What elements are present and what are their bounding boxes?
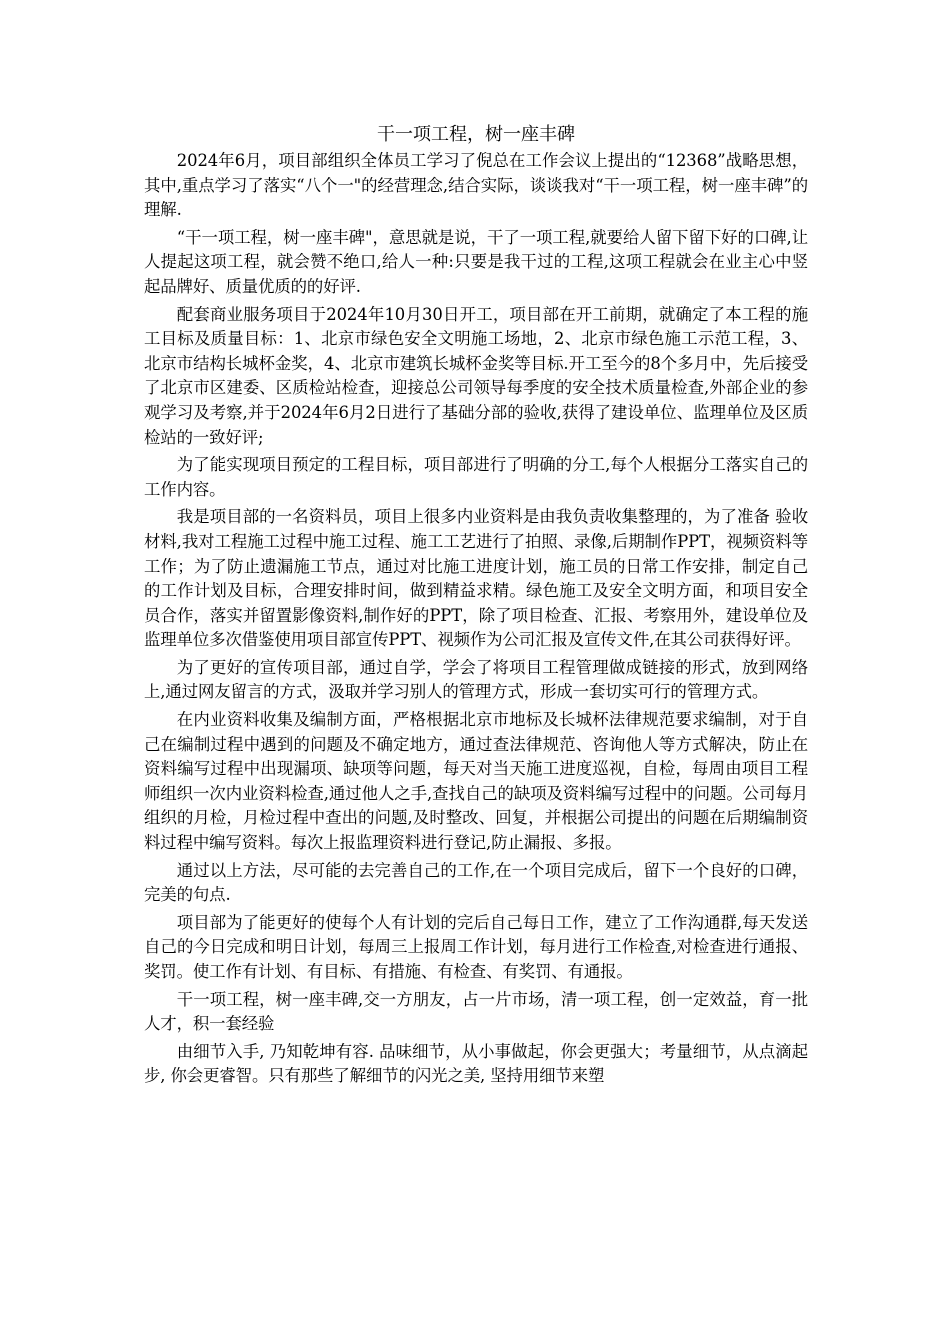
paragraph-document-controller: 我是项目部的一名资料员，项目上很多内业资料是由我负责收集整理的，为了准备 验收材料,我对工程施工过程中施工过程、施工工艺进行了拍照、录像,后期制作PPT，视频资料等工作；为了防止遗漏施工节点，通过对比施工进度计划，施工员的日常工作安排，制定自己的工作计划及目标，合理安排时间，做到精益求精。绿色施工及安全文明方面，和项目安全员合作，落实并留置影像资料,制作好的PPT，除了项目检查、汇报、考察用外，建设单位及监理单位多次借鉴使用项目部宣传PPT、视频作为公司汇报及宣传文件,在其公司获得好评。	[144, 507, 808, 650]
paragraph-work-plan: 项目部为了能更好的使每个人有计划的完后自己每日工作，建立了工作沟通群,每天发送自己的今日完成和明日计划，每周三上报周工作计划，每月进行工作检查,对检查进行通报、奖罚。使工作有计划、有目标、有措施、有检查、有奖罚、有通报。	[144, 912, 808, 981]
paragraph-motto: 干一项工程，树一座丰碑,交一方朋友，占一片市场，清一项工程，创一定效益，育一批人才，积一套经验	[144, 989, 808, 1034]
paragraph-record-compilation: 在内业资料收集及编制方面，严格根据北京市地标及长城杯法律规范要求编制，对于自己在编制过程中遇到的问题及不确定地方，通过查法律规范、咨询他人等方式解决，防止在资料编写过程中出现漏项、缺项等问题，每天对当天施工进度巡视，自检，每周由项目工程师组织一次内业资料检查,通过他人之手,查找自己的缺项及资料编写过程中的问题。公司每月组织的月检，月检过程中查出的问题,及时整改、回复，并根据公司提出的问题在后期编制资料过程中编写资料。每次上报监理资料进行登记,防止漏报、多报。	[144, 710, 808, 853]
document-body	[144, 122, 808, 1092]
paragraph-project-goals: 配套商业服务项目于2024年10月30日开工，项目部在开工前期，就确定了本工程的施工目标及质量目标：1、北京市绿色安全文明施工场地，2、北京市绿色施工示范工程，3、北京市结构长城杯金奖，4、北京市建筑长城杯金奖等目标.开工至今的8个多月中，先后接受了北京市区建委、区质检站检查，迎接总公司领导每季度的安全技术质量检查,外部企业的参观学习及考察,并于2024年6月2日进行了基础分部的验收,获得了建设单位、监理单位及区质检站的一致好评;	[144, 304, 808, 447]
paragraph-strategy-study: 2024年6月，项目部组织全体员工学习了倪总在工作会议上提出的“12368”战略思想，其中,重点学习了落实“八个一"的经营理念,结合实际，谈谈我对“干一项工程，树一座丰碑”的理解.	[144, 151, 808, 220]
document-title: 干一项工程，树一座丰碑	[377, 124, 575, 145]
paragraph-details: 由细节入手, 乃知乾坤有容. 品味细节，从小事做起，你会更强大；考量细节，从点滴起步, 你会更睿智。只有那些了解细节的闪光之美, 坚持用细节来塑	[144, 1041, 808, 1086]
paragraph-division-of-work: 为了能实现项目预定的工程目标，项目部进行了明确的分工,每个人根据分工落实自己的工作内容。	[144, 455, 808, 499]
paragraph-promotion: 为了更好的宣传项目部，通过自学，学会了将项目工程管理做成链接的形式，放到网络上,通过网友留言的方式，汲取并学习别人的管理方式，形成一套切实可行的管理方式。	[144, 657, 808, 702]
paragraph-methods: 通过以上方法，尽可能的去完善自己的工作,在一个项目完成后，留下一个良好的口碑，完美的句点.	[144, 860, 808, 905]
paragraph-meaning: “干一项工程，树一座丰碑"，意思就是说，干了一项工程,就要给人留下留下好的口碑,让人提起这项工程，就会赞不绝口,给人一种:只要是我干过的工程,这项工程就会在业主心中竖起品牌好、质量优质的的好评.	[144, 227, 808, 296]
